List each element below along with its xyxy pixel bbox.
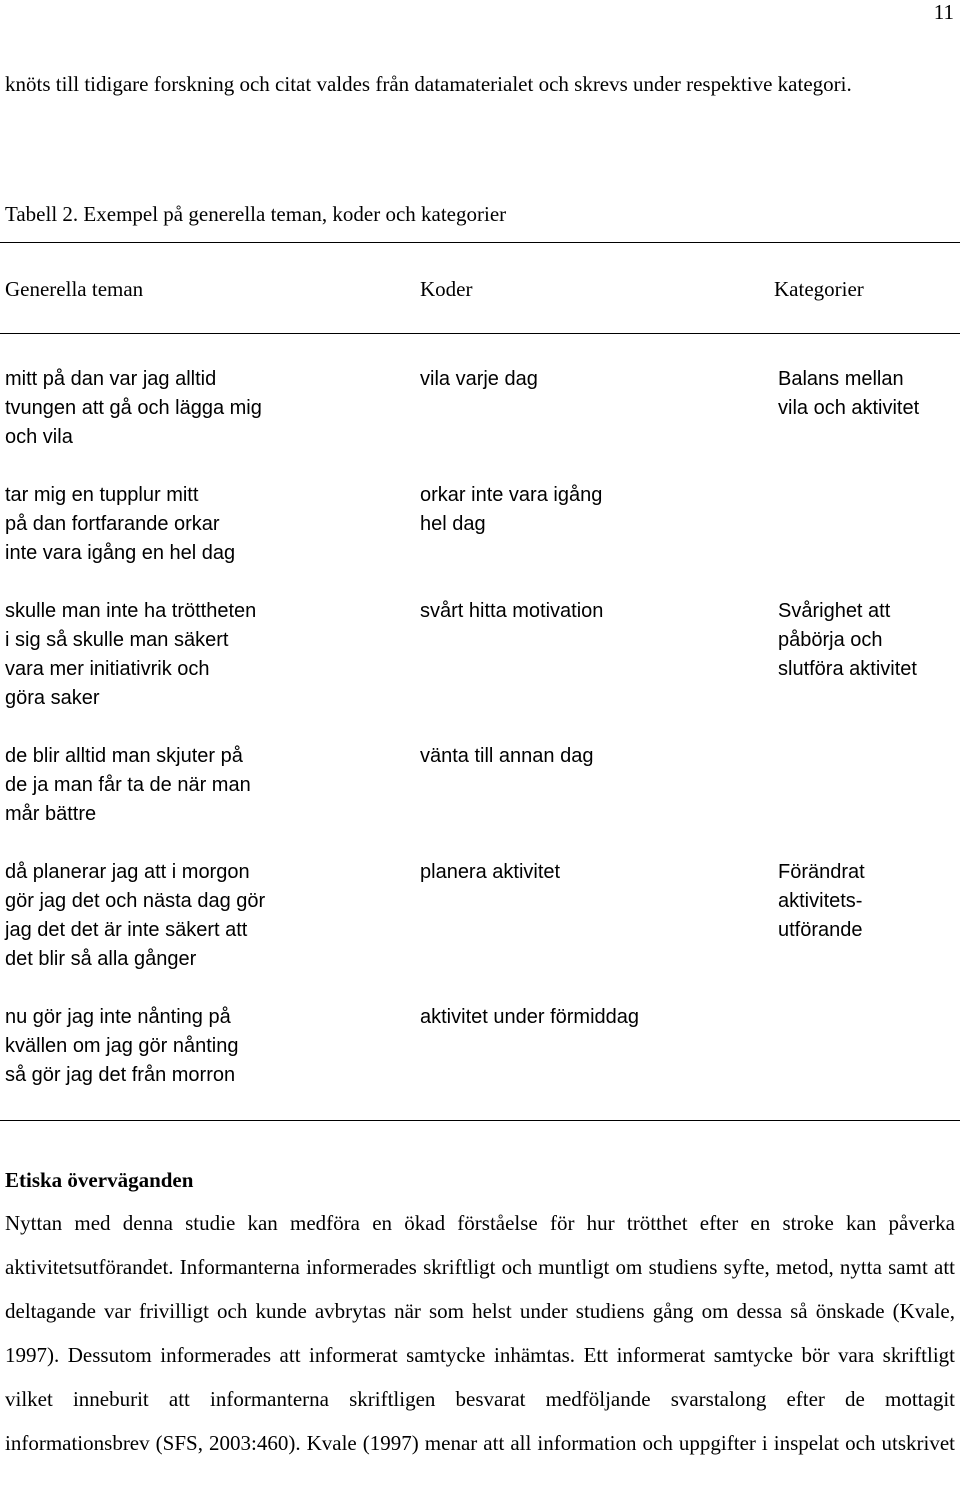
theme-cell: de blir alltid man skjuter på de ja man får ta de när man mår bättre — [5, 745, 251, 825]
table-body — [0, 365, 960, 1119]
page-number: 11 — [933, 0, 954, 24]
table-row — [0, 858, 960, 974]
code-cell: aktivitet under förmiddag — [420, 1006, 640, 1028]
header-themes: Generella teman — [5, 277, 144, 301]
code-cell: planera aktivitet — [420, 861, 561, 883]
table-row — [0, 1003, 960, 1090]
table-header-rule — [0, 333, 960, 334]
table-row — [0, 365, 960, 452]
theme-cell: nu gör jag inte nånting på kvällen om jag gör nånting så gör jag det från morron — [5, 1006, 239, 1086]
table-caption: Tabell 2. Exempel på generella teman, koder och kategorier — [5, 202, 507, 226]
category-cell: Svårighet att påbörja och slutföra aktivitet — [778, 600, 917, 680]
code-cell: orkar inte vara igång hel dag — [420, 484, 603, 535]
table-row — [0, 742, 960, 829]
header-codes: Koder — [420, 277, 473, 301]
intro-paragraph: knöts till tidigare forskning och citat valdes från datamaterialet och skrevs under respektive kategori. — [5, 72, 852, 96]
theme-cell: tar mig en tupplur mitt på dan fortfarande orkar inte vara igång en hel dag — [5, 484, 236, 564]
theme-cell: skulle man inte ha tröttheten i sig så skulle man säkert vara mer initiativrik och göra saker — [5, 600, 257, 709]
code-cell: vila varje dag — [420, 368, 538, 390]
category-cell: Förändrat aktivitets- utförande — [778, 861, 865, 941]
body-paragraph: Nyttan med denna studie kan medföra en ökad förståelse för hur trötthet efter en stroke kan påverka aktivitetsutförandet. Informanterna informerades skriftligt och muntligt om studiens syfte, metod, nytta samt att deltagande var frivilligt och kunde avbrytas när som helst under studiens gång om dessa så önskade (Kvale, 1997). Dessutom informerades att informerat samtycke inhämtas. Ett informerat samtycke bör vara skriftligt vilket inneburit att informanterna skriftligen besvarat medföljande svarstalong efter de mottagit informationsbrev (SFS, 2003:460). Kvale (1997) menar att all information och uppgifter i inspelat och utskrivet — [5, 1211, 955, 1455]
table-top-rule — [0, 242, 960, 243]
table-row — [0, 597, 960, 713]
theme-cell: mitt på dan var jag alltid tvungen att gå och lägga mig och vila — [5, 368, 262, 448]
table-row — [0, 481, 960, 568]
table-bottom-rule — [0, 1120, 960, 1121]
header-categories: Kategorier — [774, 277, 864, 301]
code-cell: vänta till annan dag — [420, 745, 594, 767]
code-cell: svårt hitta motivation — [420, 600, 604, 622]
category-cell: Balans mellan vila och aktivitet — [778, 368, 920, 419]
section-heading: Etiska överväganden — [5, 1168, 194, 1192]
theme-cell: då planerar jag att i morgon gör jag det och nästa dag gör jag det det är inte säkert att det blir så alla gånger — [5, 861, 266, 970]
